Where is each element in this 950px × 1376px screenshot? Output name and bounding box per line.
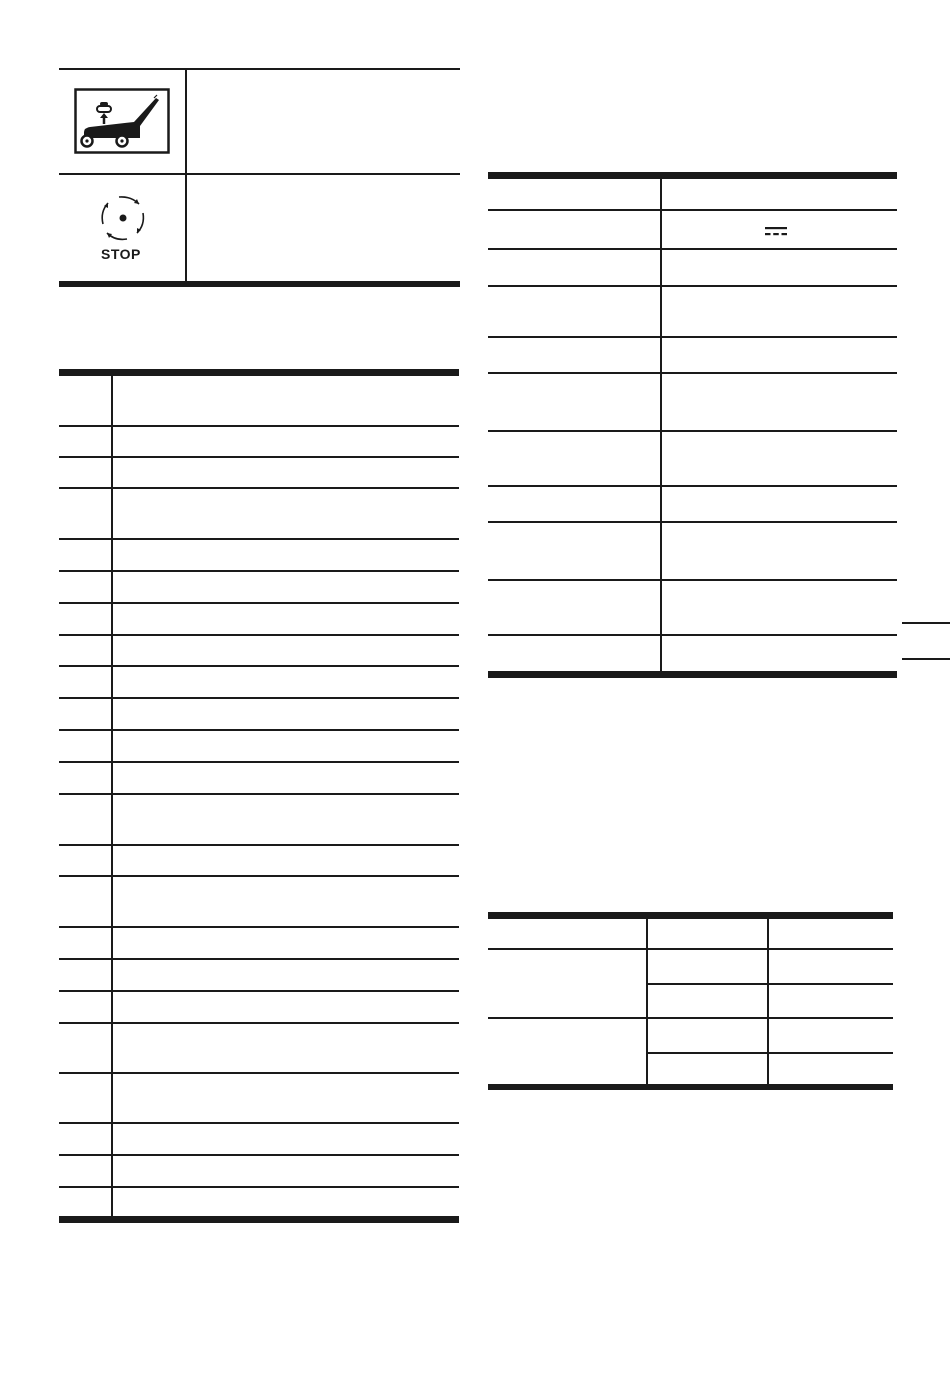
table-row-rule: [59, 665, 459, 667]
column-divider: [646, 912, 648, 1090]
direct-current-icon: [764, 226, 788, 238]
table-bottom-rule: [488, 671, 897, 678]
table-bottom-rule: [59, 1216, 459, 1223]
table-row-rule: [59, 634, 459, 636]
blade-stop-icon: [95, 193, 151, 245]
table-rule: [59, 173, 460, 175]
table-top-rule: [488, 912, 893, 919]
table-row-rule: [488, 521, 897, 523]
table-row-rule: [59, 538, 459, 540]
table-row-rule: [59, 990, 459, 992]
table-row-rule: [488, 579, 897, 581]
table-row-rule: [59, 1022, 459, 1024]
table-bottom-rule: [59, 281, 460, 287]
table-row-rule: [59, 1072, 459, 1074]
table-row-rule: [59, 487, 459, 489]
table-row-rule: [488, 209, 897, 211]
table-top-rule: [59, 369, 459, 376]
table-row-rule: [59, 729, 459, 731]
table-row-rule: [59, 844, 459, 846]
table-row-rule: [488, 485, 897, 487]
column-divider: [767, 912, 769, 1090]
table-row-rule: [59, 1186, 459, 1188]
table-row-rule: [488, 336, 897, 338]
table-row-rule: [59, 425, 459, 427]
tab-rule: [902, 658, 950, 660]
table-row-rule: [488, 634, 897, 636]
stop-label: STOP: [101, 246, 141, 262]
table-row-rule: [488, 1017, 893, 1019]
mower-battery-removal-icon: [74, 88, 170, 154]
table-row-rule: [59, 1122, 459, 1124]
table-row-rule: [59, 793, 459, 795]
table-subrow-rule: [646, 983, 893, 985]
table-row-rule: [59, 456, 459, 458]
table-row-rule: [59, 761, 459, 763]
table-subrow-rule: [646, 1052, 893, 1054]
table-row-rule: [59, 602, 459, 604]
table-bottom-rule: [488, 1084, 893, 1090]
table-row-rule: [59, 958, 459, 960]
table-row-rule: [59, 697, 459, 699]
table-row-rule: [59, 875, 459, 877]
table-rule: [59, 68, 460, 70]
table-row-rule: [59, 926, 459, 928]
table-row-rule: [488, 285, 897, 287]
table-row-rule: [488, 948, 893, 950]
tab-rule: [902, 622, 950, 624]
table-row-rule: [59, 570, 459, 572]
table-row-rule: [59, 1154, 459, 1156]
table-row-rule: [488, 372, 897, 374]
table-row-rule: [488, 248, 897, 250]
table-top-rule: [488, 172, 897, 179]
table-row-rule: [488, 430, 897, 432]
column-divider: [111, 369, 113, 1223]
column-divider: [185, 68, 187, 286]
